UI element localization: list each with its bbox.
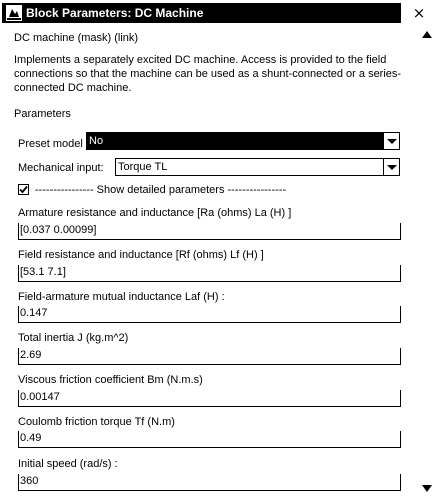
- initial-speed-label: Initial speed (rad/s) :: [18, 458, 118, 470]
- checkbox-checked-icon[interactable]: [18, 184, 29, 195]
- coulomb-friction-input[interactable]: 0.49: [18, 431, 401, 448]
- close-icon[interactable]: ×: [412, 4, 426, 22]
- mechanical-input-label: Mechanical input:: [18, 162, 104, 174]
- field-resistance-label: Field resistance and inductance [Rf (ohms) Lf (H) ]: [18, 249, 264, 261]
- mask-description: Implements a separately excited DC machine. Access is provided to the field connections so that the machine can be used as a shunt-connected or a series-connected DC machine.: [14, 54, 402, 94]
- scroll-up-arrow-icon[interactable]: [422, 31, 432, 38]
- viscous-friction-input[interactable]: 0.00147: [18, 390, 401, 407]
- coulomb-friction-label: Coulomb friction torque Tf (N.m): [18, 416, 175, 428]
- total-inertia-label: Total inertia J (kg.m^2): [18, 332, 129, 344]
- chevron-down-icon[interactable]: [383, 133, 399, 149]
- mechanical-input-value: Torque TL: [118, 161, 168, 173]
- armature-resistance-label: Armature resistance and inductance [Ra (ohms) La (H) ]: [18, 207, 292, 219]
- title-bar[interactable]: [2, 3, 401, 23]
- window-title: Block Parameters: DC Machine: [26, 6, 204, 20]
- preset-model-select[interactable]: [86, 132, 400, 150]
- mutual-inductance-input[interactable]: 0.147: [18, 306, 401, 323]
- armature-resistance-input[interactable]: [0.037 0.00099]: [18, 223, 401, 240]
- preset-model-label: Preset model: [18, 138, 83, 150]
- simulink-block-icon: [6, 5, 22, 21]
- mutual-inductance-label: Field-armature mutual inductance Laf (H) :: [18, 291, 225, 303]
- chevron-down-icon[interactable]: [383, 159, 399, 175]
- show-detailed-parameters-label: ---------------- Show detailed parameters ----------------: [35, 184, 287, 196]
- preset-model-value: No: [89, 135, 104, 147]
- mask-title: DC machine (mask) (link): [14, 32, 139, 44]
- parameters-heading: Parameters: [14, 108, 71, 120]
- vertical-scrollbar[interactable]: [420, 27, 434, 497]
- viscous-friction-label: Viscous friction coefficient Bm (N.m.s): [18, 374, 203, 386]
- mechanical-input-select[interactable]: [115, 158, 400, 176]
- total-inertia-input[interactable]: 2.69: [18, 348, 401, 365]
- initial-speed-input[interactable]: 360: [18, 474, 401, 491]
- scroll-down-arrow-icon[interactable]: [422, 485, 432, 492]
- field-resistance-input[interactable]: [53.1 7.1]: [18, 265, 401, 282]
